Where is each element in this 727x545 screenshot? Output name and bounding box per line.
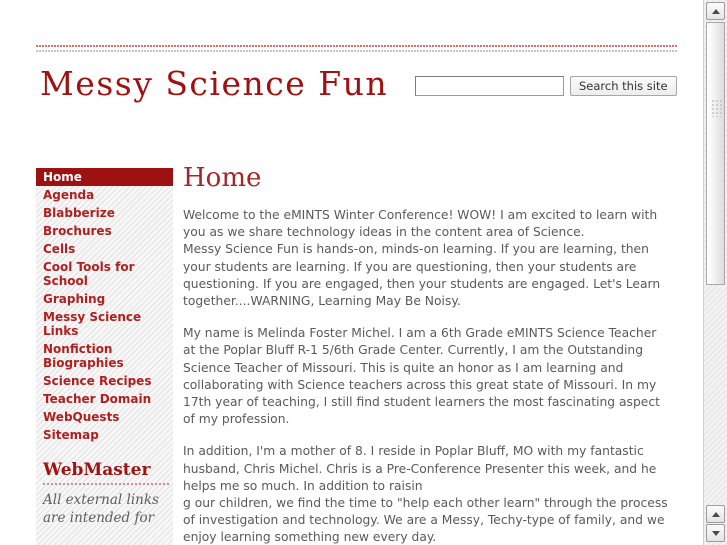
webmaster-note: All external links are intended for <box>43 492 159 526</box>
scroll-up-button[interactable] <box>706 2 725 20</box>
triangle-up-icon <box>712 9 720 14</box>
paragraph: In addition, I'm a mother of 8. I reside in Poplar Bluff, MO with my fantastic husband, Chris Michel. Chris is a Pre-Conference Presenter this week, and he helps me so much. In addition to raisin g our children, we find the time to "help each other learn" through the process of investigation and technology. We are a Messy, Techy-type of family, and we enjoy learning something new every day. <box>183 444 668 545</box>
sidebar-item-teacher-domain[interactable]: Teacher Domain <box>43 392 152 406</box>
sidebar-item-cells[interactable]: Cells <box>43 242 76 256</box>
site-title: Messy Science Fun <box>40 64 389 103</box>
list-item <box>36 204 173 222</box>
sidebar-item-science-recipes[interactable]: Science Recipes <box>43 374 152 388</box>
grip-dots-icon <box>711 99 722 117</box>
list-item <box>36 308 173 340</box>
sidebar-nav <box>36 168 173 444</box>
sidebar-item-agenda[interactable]: Agenda <box>43 188 95 202</box>
site-search <box>415 76 677 96</box>
search-this-site-button[interactable]: Search this site <box>570 76 677 96</box>
sidebar-item-sitemap[interactable]: Sitemap <box>43 428 99 442</box>
content-paragraphs <box>183 207 668 545</box>
sidebar-item-webquests[interactable]: WebQuests <box>43 410 120 424</box>
vertical-scrollbar[interactable] <box>703 0 727 545</box>
divider-gray-line <box>36 50 677 52</box>
list-item <box>36 372 173 390</box>
paragraph: My name is Melinda Foster Michel. I am a 6th Grade eMINTS Science Teacher at the Poplar Bluff R-1 5/6th Grade Center. Currently, I am the Outstanding Science Teacher of Missouri. This is quite an honor as I am learning and collaborating with Science teachers across this great state of Missouri. In my 17th year of teaching, I still find student learners the most fascinating aspect of my profession. <box>183 326 660 427</box>
sidebar-item-blabberize[interactable]: Blabberize <box>43 206 115 220</box>
sidebar-item-nonfiction-biographies[interactable]: Nonfiction Biographies <box>43 342 124 370</box>
webmaster-section <box>36 460 173 527</box>
scrollbar-thumb[interactable] <box>706 22 725 285</box>
list-item <box>36 258 173 290</box>
sidebar-item-home[interactable]: Home <box>36 168 173 186</box>
list-item <box>36 222 173 240</box>
list-item <box>36 240 173 258</box>
list-item <box>36 340 173 372</box>
header-divider <box>36 45 677 53</box>
page-title: Home <box>183 163 262 193</box>
triangle-down-icon <box>712 531 720 536</box>
scroll-down-button[interactable] <box>706 524 725 542</box>
list-item <box>36 390 173 408</box>
scroll-up-button-bottom[interactable] <box>706 505 725 523</box>
search-input[interactable] <box>415 76 564 96</box>
sidebar <box>36 168 173 545</box>
list-item <box>36 186 173 204</box>
sidebar-item-graphing[interactable]: Graphing <box>43 292 106 306</box>
list-item <box>36 426 173 444</box>
paragraph: Welcome to the eMINTS Winter Conference! WOW! I am excited to learn with you as we share technology ideas in the content area of Science. Messy Science Fun is hands-on, minds-on learning. If you are learning, then your students are learning. If you are questioning, then your students are questioning. If you are engaged, then your students are engaged. Let's Learn together....WARNING, Learning May Be Noisy. <box>183 208 661 309</box>
sidebar-item-brochures[interactable]: Brochures <box>43 224 112 238</box>
webmaster-heading: WebMaster <box>43 460 169 485</box>
sidebar-item-cool-tools-for-school[interactable]: Cool Tools for School <box>43 260 135 288</box>
list-item <box>36 408 173 426</box>
list-item <box>36 290 173 308</box>
triangle-up-icon <box>712 512 720 517</box>
main-content <box>183 163 668 545</box>
list-item <box>36 168 173 186</box>
sidebar-item-messy-science-links[interactable]: Messy Science Links <box>43 310 142 338</box>
divider-red-line <box>36 45 677 47</box>
